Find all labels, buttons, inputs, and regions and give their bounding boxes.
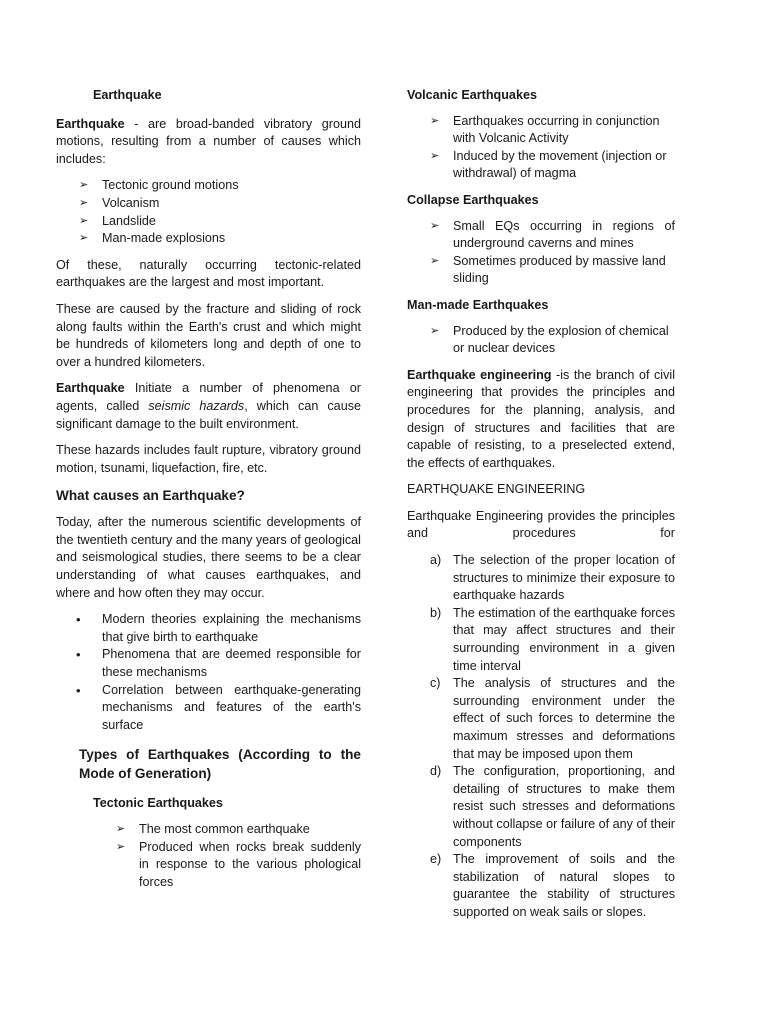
tectonic-list xyxy=(93,821,361,891)
list-item: • Correlation between earthquake-generating mechanisms and features of the earth's surface xyxy=(56,682,361,735)
engineering-caps-heading: EARTHQUAKE ENGINEERING xyxy=(407,482,586,497)
types-heading: Types of Earthquakes (According to the Mode of Generation) xyxy=(79,747,361,782)
collapse-list xyxy=(407,218,675,288)
manmade-heading: Man-made Earthquakes xyxy=(407,297,549,312)
causes-heading: What causes an Earthquake? xyxy=(56,488,245,504)
list-item: • Phenomena that are deemed responsible for these mechanisms xyxy=(56,646,361,681)
list-item-text: The configuration, proportioning, and detailing of structures to make them resist such stresses and deformations without collapse or failure of any of their components xyxy=(453,764,675,849)
list-item-text: The improvement of soils and the stabilization of natural slopes to guarantee the stability of structures supported on weak sails or slopes. xyxy=(453,852,675,919)
list-item: ➢ Sometimes produced by massive land sliding xyxy=(407,253,675,288)
list-item: ➢ Small EQs occurring in regions of underground caverns and mines xyxy=(407,218,675,253)
causes-bullet-list xyxy=(56,611,361,734)
list-item: ➢ Produced by the explosion of chemical or nuclear devices xyxy=(407,323,675,358)
page-title: Earthquake xyxy=(93,88,162,102)
hazard-text-a: Initiate a number of phenomena or agents, called xyxy=(56,381,361,413)
left-column xyxy=(56,87,361,900)
hazard-text-b: , which can cause significant damage to the built environment. xyxy=(56,398,361,431)
tectonic-heading: Tectonic Earthquakes xyxy=(93,796,223,811)
list-marker: a) xyxy=(430,553,442,568)
fracture-paragraph: These are caused by the fracture and sliding of rock along faults within the Earth's crust and which might be hundreds of kilometers long and depth of one to over a hundred kilometers. xyxy=(56,301,361,369)
tectonic-paragraph: Of these, naturally occurring tectonic-related earthquakes are the largest and most important. xyxy=(56,257,361,290)
list-marker: b) xyxy=(430,605,442,620)
engineering-list xyxy=(407,552,675,921)
engineering-provides: Earthquake Engineering provides the principles and procedures for xyxy=(407,508,675,541)
list-marker: d) xyxy=(430,764,442,779)
list-item: ➢ The most common earthquake xyxy=(93,821,361,839)
manmade-list xyxy=(407,323,675,358)
list-item-text: The estimation of the earthquake forces that may affect structures and their surrounding environment in a given time interval xyxy=(453,605,675,673)
hazard-paragraph xyxy=(56,380,361,433)
list-item xyxy=(407,675,675,763)
right-column xyxy=(407,87,675,931)
list-item-text: The selection of the proper location of structures to minimize their exposure to earthquake hazards xyxy=(453,553,675,603)
causes-paragraph: Today, after the numerous scientific developments of the twentieth century and the many years of geological and seismological studies, there seems to be a clear understanding of what causes earthquakes, and where and how often they may occur. xyxy=(56,515,361,600)
hazards-list-paragraph: These hazards includes fault rupture, vibratory ground motion, tsunami, liquefaction, fire, etc. xyxy=(56,443,361,475)
volcanic-list xyxy=(407,113,675,183)
intro-text: - are broad-banded vibratory ground motions, resulting from a number of causes which includes: xyxy=(56,116,361,166)
list-item: ➢ Induced by the movement (injection or withdrawal) of magma xyxy=(407,148,675,183)
list-item-text: The analysis of structures and the surrounding environment under the effect of such forces to determine the maximum stresses and deformations that may be imposed upon them xyxy=(453,676,675,761)
list-item: ➢ Tectonic ground motions xyxy=(56,177,361,195)
intro-paragraph xyxy=(56,116,361,169)
list-item: ➢ Produced when rocks break suddenly in response to the various phological forces xyxy=(93,839,361,892)
hazard-italic: seismic hazards xyxy=(148,398,245,413)
list-item xyxy=(407,605,675,675)
engineering-paragraph xyxy=(407,367,675,473)
list-item: ➢ Earthquakes occurring in conjunction with Volcanic Activity xyxy=(407,113,675,148)
list-marker: c) xyxy=(430,676,441,691)
list-item: • Modern theories explaining the mechanisms that give birth to earthquake xyxy=(56,611,361,646)
causes-list xyxy=(56,177,361,247)
engineering-text: -is the branch of civil engineering that provides the principles and procedures for the planning, analysis, and design of structures and facilities that are capable of resisting, to a preselected extend, the effects of earthquakes. xyxy=(407,367,675,470)
collapse-heading: Collapse Earthquakes xyxy=(407,192,539,207)
list-marker: e) xyxy=(430,852,442,867)
engineering-term: Earthquake engineering xyxy=(407,367,552,382)
intro-term: Earthquake xyxy=(56,116,125,131)
list-item xyxy=(407,763,675,851)
list-item xyxy=(407,552,675,605)
hazard-term: Earthquake xyxy=(56,381,125,396)
list-item: ➢ Landslide xyxy=(56,213,361,231)
volcanic-heading: Volcanic Earthquakes xyxy=(407,88,537,102)
list-item: ➢ Volcanism xyxy=(56,195,361,213)
list-item xyxy=(407,851,675,921)
list-item: ➢ Man-made explosions xyxy=(56,230,361,248)
